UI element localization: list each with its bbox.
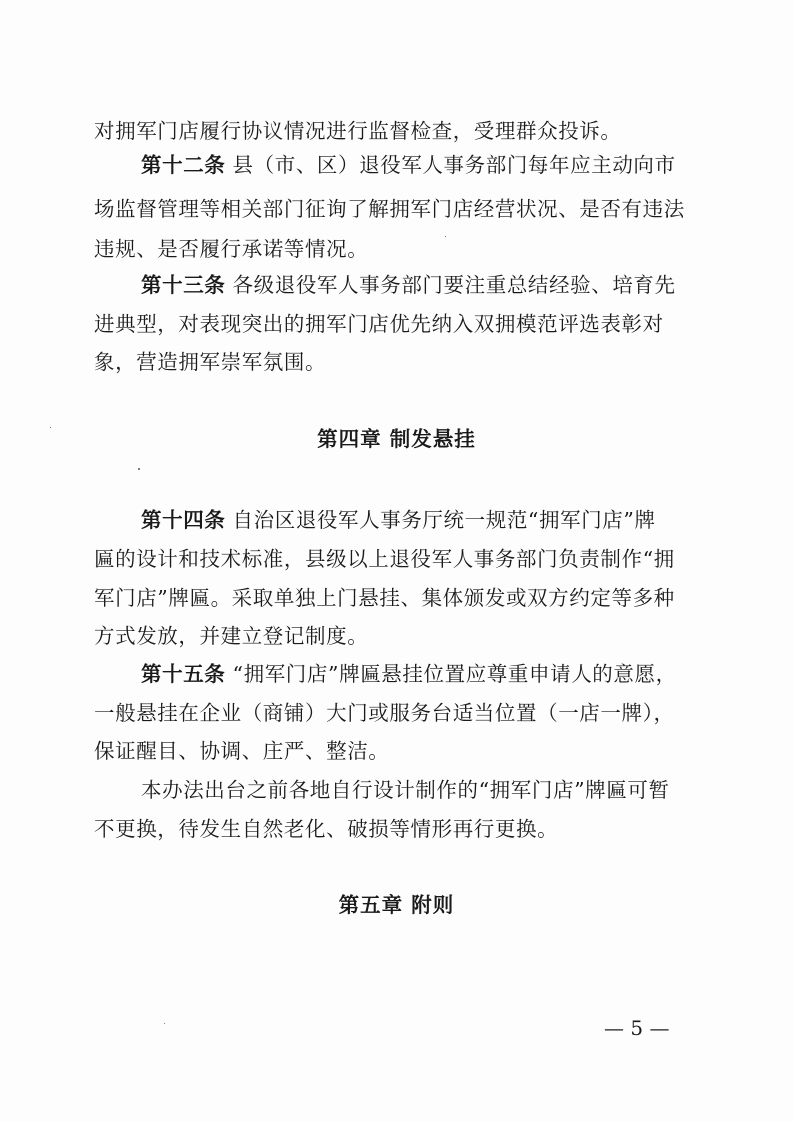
chapter-4-heading: 第四章 制发悬挂 [317,427,476,451]
article-13-line-1 [141,271,704,299]
article-14-line-2: 匾的设计和技术标准，县级以上退役军人事务部门负责制作“拥 [94,547,675,571]
article-13-line-3: 象，营造拥军崇军氛围。 [94,350,327,374]
article-14-line-4: 方式发放，并建立登记制度。 [94,624,369,648]
article-12-label: 第十二条 [141,153,226,177]
article-15-line-2: 一般悬挂在企业（商铺）大门或服务台适当位置（一店一牌）， [94,701,675,725]
article-15-label: 第十五条 [141,662,226,686]
article-15-line-3: 保证醒目、协调、庄严、整洁。 [94,739,390,763]
article-12-line-3: 违规、是否履行承诺等情况。 [94,237,369,261]
scan-speck [50,427,51,428]
article-15-line-1 [141,660,704,688]
chapter-5-heading: 第五章 附则 [338,893,455,917]
article-12-line-1 [141,151,704,179]
article-13-line-2: 进典型，对表现突出的拥军门店优先纳入双拥模范评选表彰对 [94,312,664,336]
transitional-line-1: 本办法出台之前各地自行设计制作的“拥军门店”牌匾可暂 [141,778,670,802]
article-14-line-1 [141,506,704,534]
article-14-text-1: 自治区退役军人事务厅统一规范“拥军门店”牌 [232,508,656,532]
article-12-text-1: 县（市、区）退役军人事务部门每年应主动向市 [232,153,676,177]
page-number: — 5 — [604,1016,670,1040]
article-13-text-1: 各级退役军人事务部门要注重总结经验、培育先 [232,273,676,297]
article-12-line-2: 场监督管理等相关部门征询了解拥军门店经营状况、是否有违法 [94,197,685,221]
scan-speck [138,468,140,470]
article-14-line-3: 军门店”牌匾。采取单独上门悬挂、集体颁发或双方约定等多种 [94,586,675,610]
scan-speck [164,1023,165,1024]
transitional-line-2: 不更换，待发生自然老化、破损等情形再行更换。 [94,817,559,841]
article-15-text-1: “拥军门店”牌匾悬挂位置应尊重申请人的意愿， [232,662,677,686]
article-11-tail: 对拥军门店履行协议情况进行监督检查，受理群众投诉。 [94,119,622,143]
article-13-label: 第十三条 [141,273,226,297]
article-14-label: 第十四条 [141,508,226,532]
scan-speck [445,236,446,237]
